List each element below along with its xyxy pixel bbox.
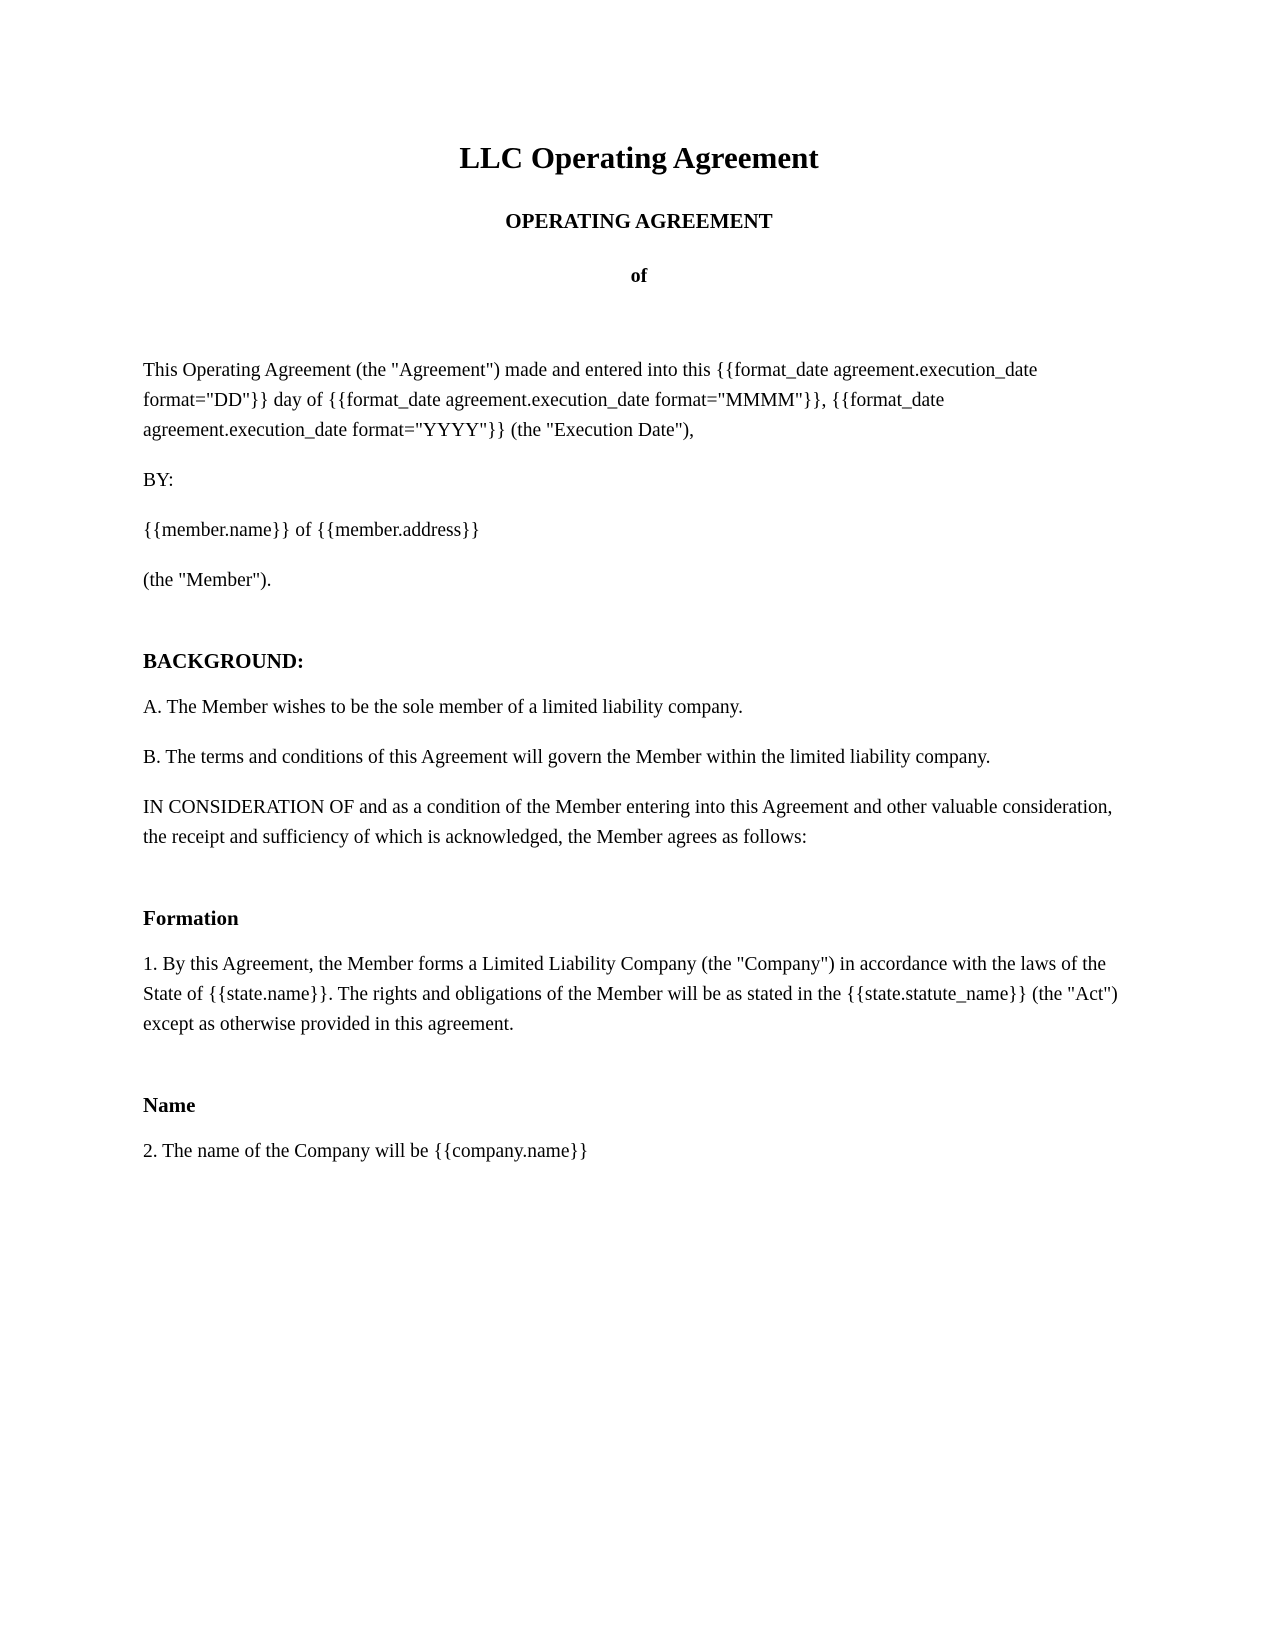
background-heading: BACKGROUND: [143,648,304,673]
background-item-a: A. The Member wishes to be the sole member of a limited liability company. [143,696,744,718]
section-body-formation: 1. By this Agreement, the Member forms a Limited Liability Company (the "Company") in accordance with the laws of the State of {{state.name}}. The rights and obligations of the Member will be as stated in the {{state.statute_name}} (the "Act") except as otherwise provided in this agreement. [143,953,1118,1035]
section-heading-name: Name [143,1092,196,1117]
document-title: LLC Operating Agreement [459,140,819,175]
member-name-line: {{member.name}} of {{member.address}} [143,519,480,541]
section-body-name: 2. The name of the Company will be {{company.name}} [143,1140,589,1162]
intro-paragraph: This Operating Agreement (the "Agreement") made and entered into this {{format_date agreement.execution_date format="DD"}} day of {{format_date agreement.execution_date format="MMMM"}}, {{format_date agreement.execution_date format="YYYY"}} (the "Execution Date"), [143,359,1038,441]
operating-agreement-heading: OPERATING AGREEMENT [505,208,773,233]
by-label: BY: [143,469,174,491]
of-heading: of [630,264,648,287]
section-heading-formation: Formation [143,905,239,930]
consideration-clause: IN CONSIDERATION OF and as a condition of the Member entering into this Agreement and other valuable consideration, the receipt and sufficiency of which is acknowledged, the Member agrees as follows: [143,796,1113,848]
background-item-b: B. The terms and conditions of this Agreement will govern the Member within the limited liability company. [143,746,991,768]
member-parenthetical: (the "Member"). [143,569,272,591]
